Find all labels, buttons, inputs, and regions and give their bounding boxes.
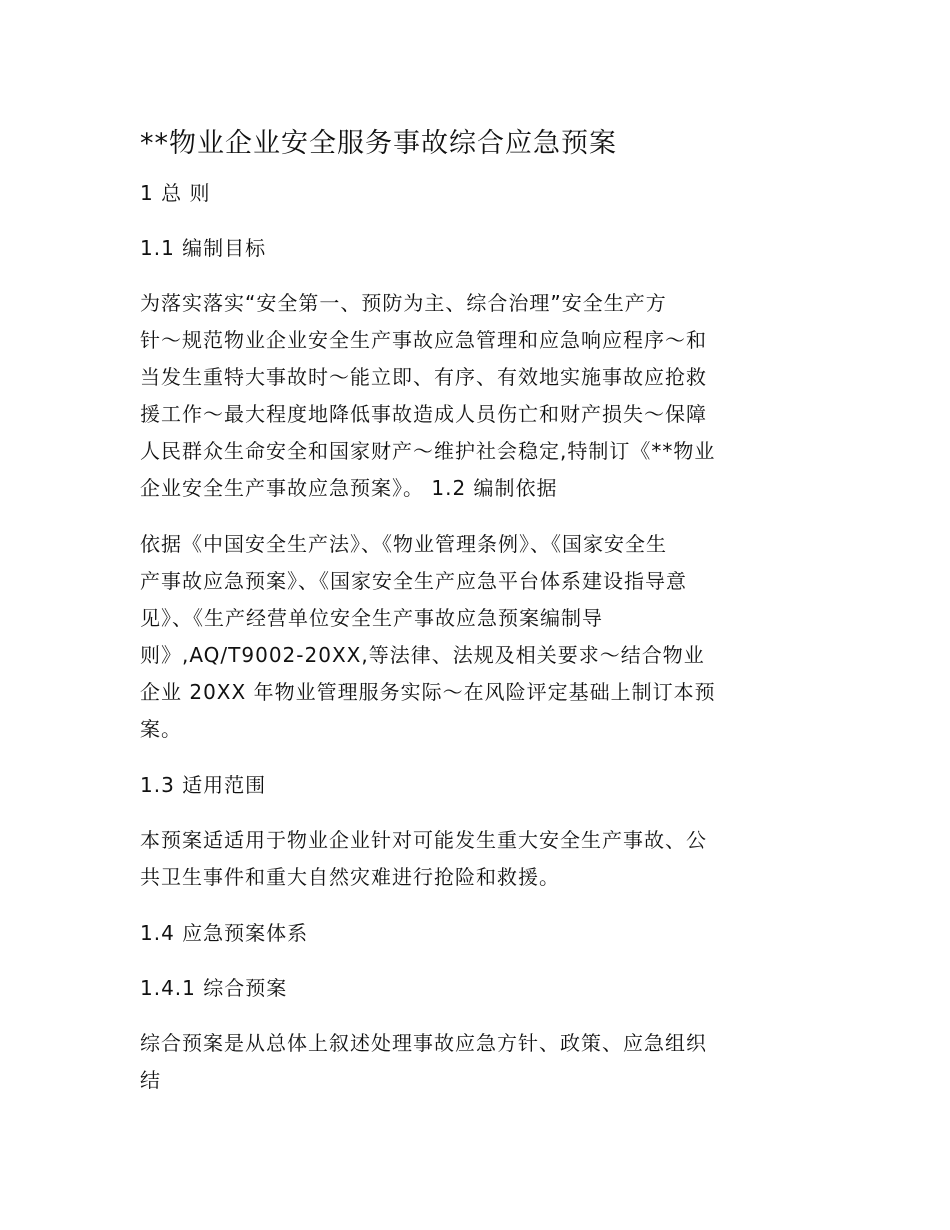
paragraph-line: 本预案适适用于物业企业针对可能发生重大安全生产事故、公	[140, 828, 707, 852]
paragraph-line: 援工作～最大程度地降低事故造成人员伤亡和财产损失～保障	[140, 402, 707, 426]
paragraph-comprehensive-plan	[140, 1025, 812, 1099]
section-heading-1-4-1: 1.4.1 综合预案	[140, 976, 288, 1000]
paragraph-line: 人民群众生命安全和国家财产～维护社会稳定,特制订《**物业	[140, 439, 716, 463]
section-heading-1-4: 1.4 应急预案体系	[140, 921, 309, 945]
paragraph-line: 案。	[140, 717, 182, 741]
paragraph-line: 依据《中国安全生产法》、《物业管理条例》、《国家安全生	[140, 532, 667, 556]
document-title: **物业企业安全服务事故综合应急预案	[140, 128, 617, 159]
section-heading-1: 1 总 则	[140, 181, 211, 205]
paragraph-line: 共卫生事件和重大自然灾难进行抢险和救援。	[140, 865, 560, 889]
paragraph-line: 综合预案是从总体上叙述处理事故应急方针、政策、应急组织	[140, 1031, 707, 1055]
paragraph-line: 企业安全生产事故应急预案》。 1.2 编制依据	[140, 476, 558, 500]
paragraph-line: 为落实落实“安全第一、预防为主、综合治理”安全生产方	[140, 291, 667, 315]
paragraph-line: 企业 20XX 年物业管理服务实际～在风险评定基础上制订本预	[140, 680, 716, 704]
paragraph-basis	[140, 526, 812, 748]
paragraph-objectives	[140, 285, 812, 507]
section-heading-1-3: 1.3 适用范围	[140, 773, 267, 797]
document-body	[140, 118, 812, 1118]
paragraph-line: 见》、《生产经营单位安全生产事故应急预案编制导	[140, 606, 603, 630]
paragraph-line: 针～规范物业企业安全生产事故应急管理和应急响应程序～和	[140, 328, 707, 352]
paragraph-line: 当发生重特大事故时～能立即、有序、有效地实施事故应抢救	[140, 365, 707, 389]
paragraph-line: 产事故应急预案》、《国家安全生产应急平台体系建设指导意	[140, 569, 687, 593]
paragraph-scope	[140, 822, 812, 896]
paragraph-line: 则》,AQ/T9002-20XX,等法律、法规及相关要求～结合物业	[140, 643, 705, 667]
section-heading-1-1: 1.1 编制目标	[140, 236, 267, 260]
paragraph-line: 结	[140, 1068, 161, 1092]
